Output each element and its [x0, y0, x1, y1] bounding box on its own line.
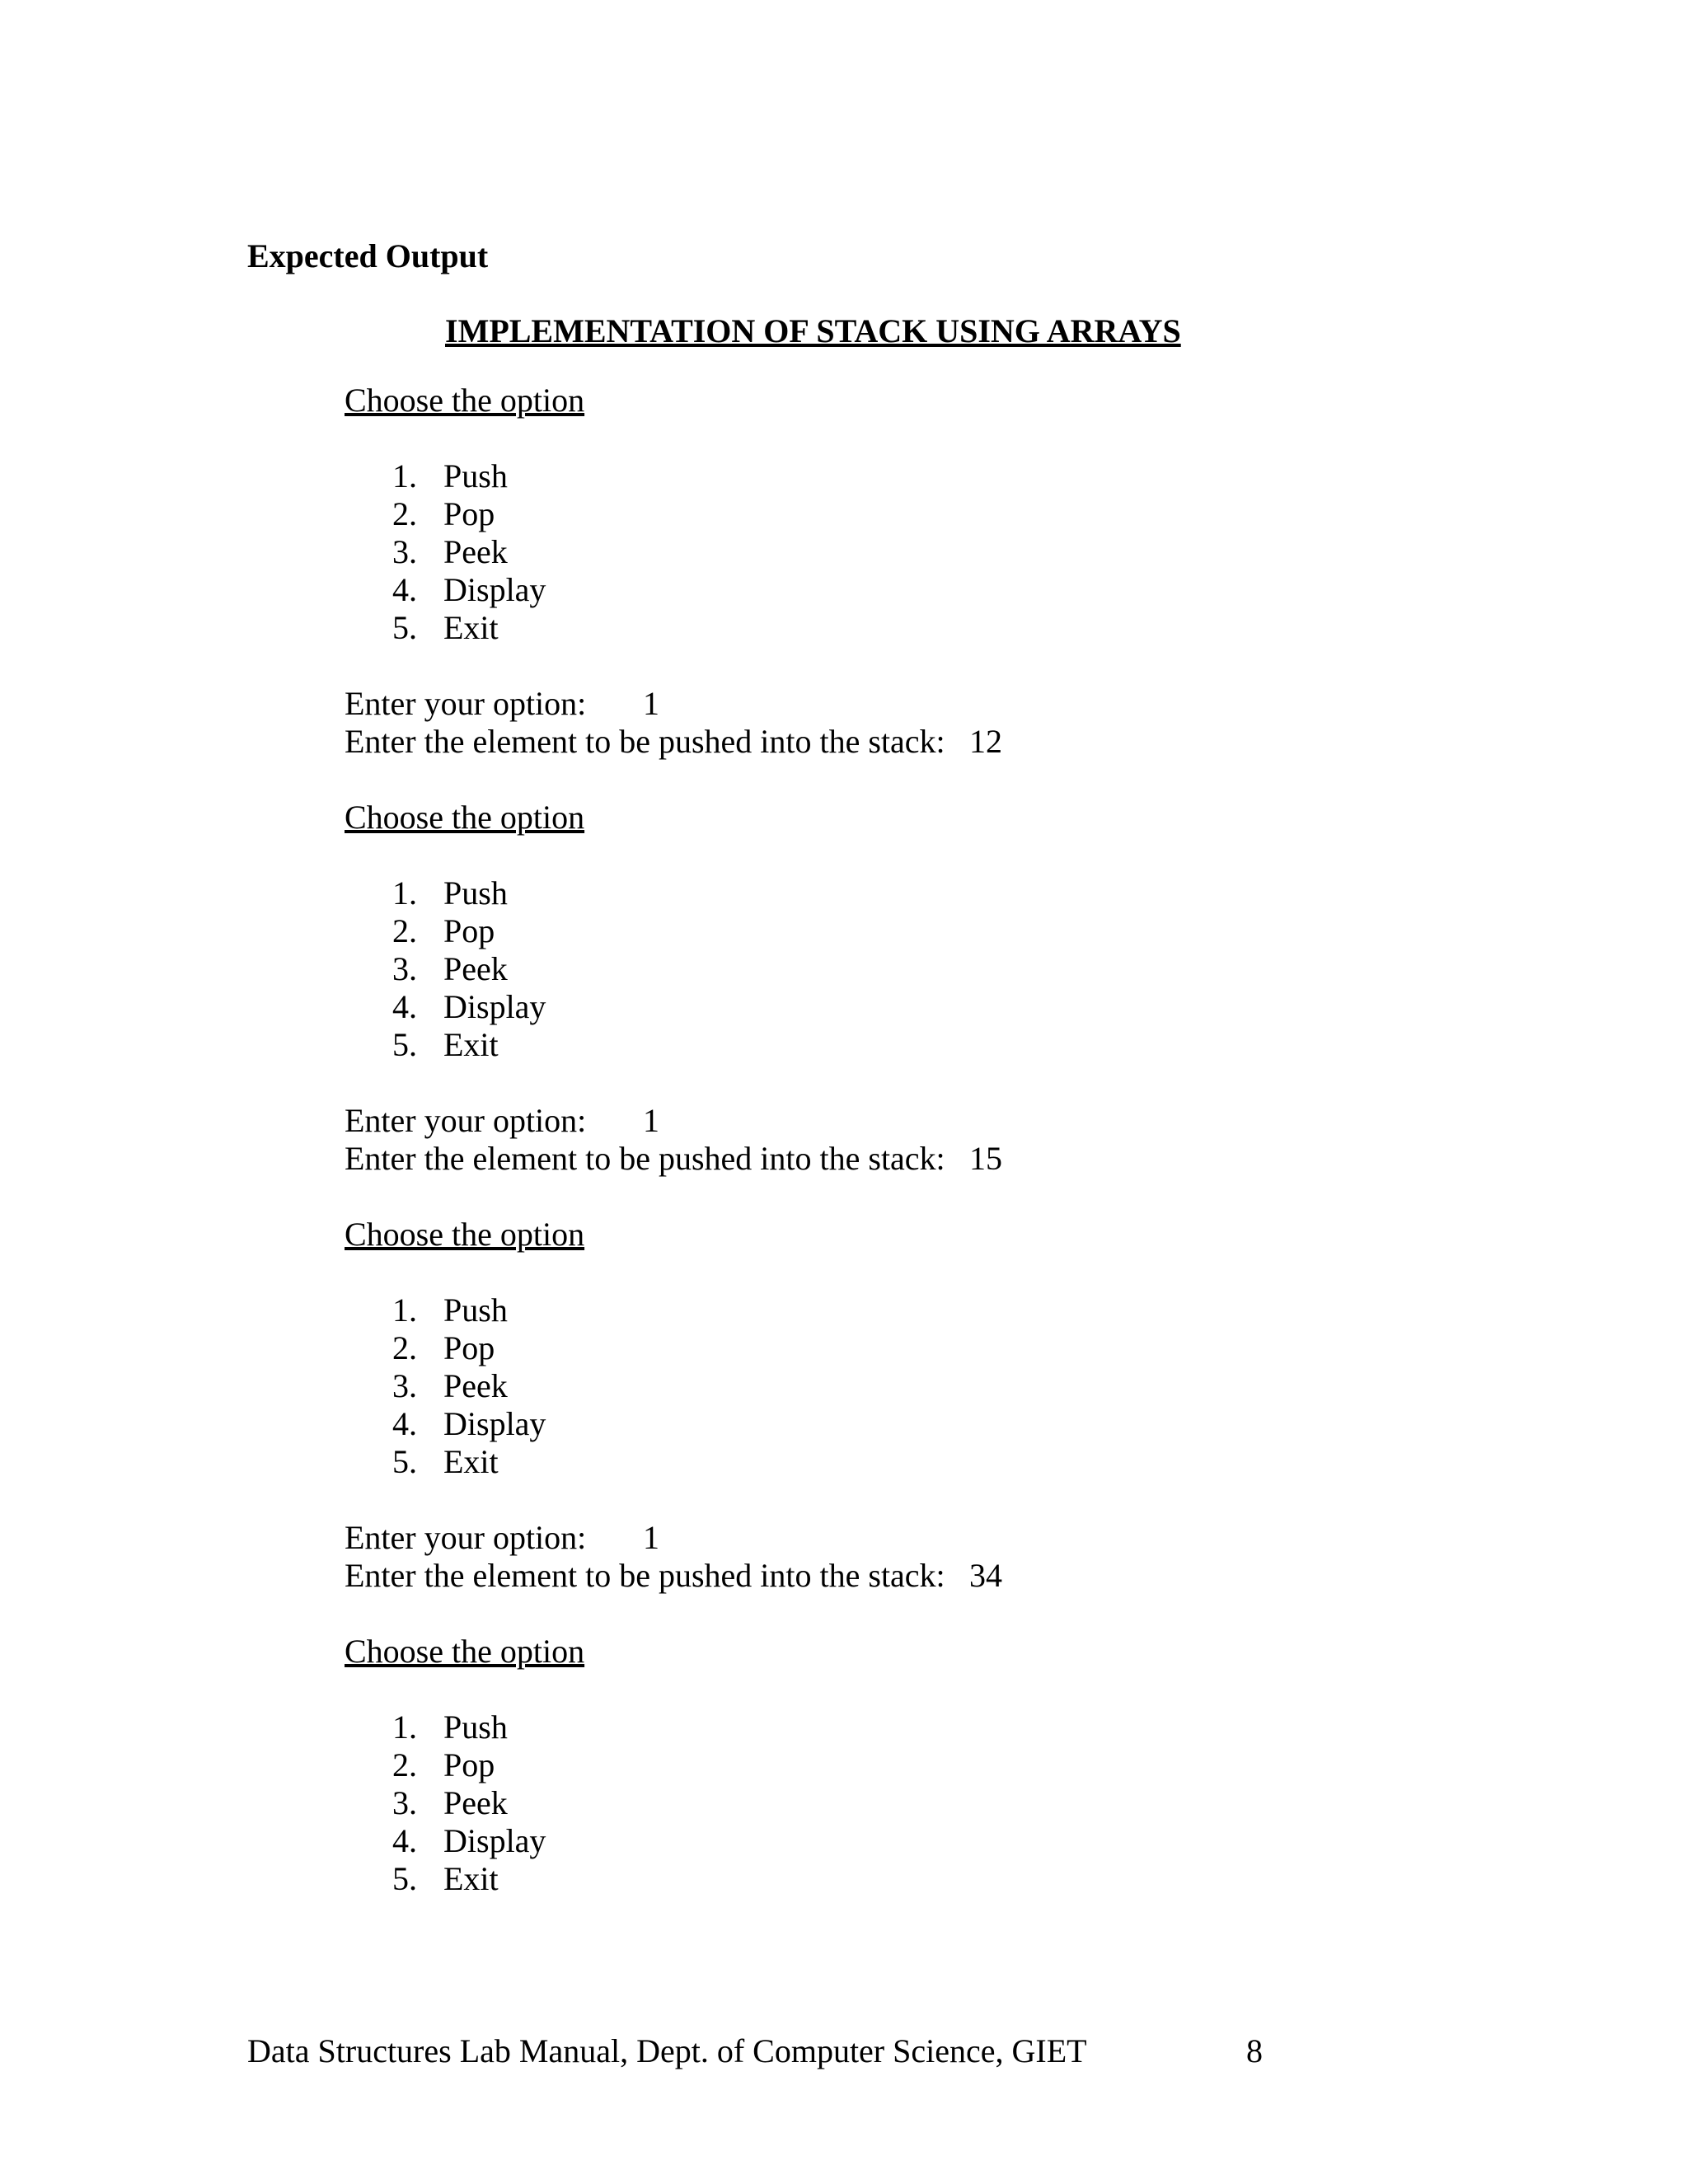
element-entry-label: Enter the element to be pushed into the stack: — [345, 1557, 945, 1594]
menu-item-number: 4. — [392, 1405, 417, 1442]
menu-item-display — [345, 1822, 1498, 1860]
element-entry-value: 15 — [969, 1140, 1002, 1177]
menu-item-number: 2. — [392, 495, 417, 532]
menu-item-display — [345, 988, 1498, 1026]
menu-item-peek — [345, 533, 1498, 571]
menu-item-label: Peek — [443, 533, 508, 570]
menu-item-label: Display — [443, 1822, 546, 1859]
menu-item-label: Peek — [443, 950, 508, 987]
menu-item-number: 5. — [392, 1026, 417, 1063]
menu-item-number: 5. — [392, 1443, 417, 1480]
menu-item-number: 3. — [392, 950, 417, 987]
menu-item-label: Exit — [443, 1443, 499, 1480]
choose-option-prompt: Choose the option — [345, 1633, 585, 1670]
option-menu — [345, 1708, 1498, 1898]
option-entry-value: 1 — [643, 1102, 659, 1139]
menu-item-number: 3. — [392, 533, 417, 570]
menu-item-number: 5. — [392, 609, 417, 646]
option-entry-value: 1 — [643, 1519, 659, 1556]
menu-item-label: Pop — [443, 1329, 495, 1366]
option-entry-line — [345, 685, 1498, 723]
option-entry-label: Enter your option: — [345, 1102, 587, 1139]
page-footer: Data Structures Lab Manual, Dept. of Computer Science, GIET — [247, 2032, 1087, 2069]
menu-item-exit — [345, 1026, 1498, 1064]
menu-item-pop — [345, 1746, 1498, 1784]
option-menu — [345, 457, 1498, 647]
menu-item-number: 4. — [392, 988, 417, 1025]
option-entry-label: Enter your option: — [345, 1519, 587, 1556]
menu-item-number: 1. — [392, 457, 417, 494]
element-entry-value: 34 — [969, 1557, 1002, 1594]
menu-item-pop — [345, 912, 1498, 950]
menu-item-label: Pop — [443, 495, 495, 532]
menu-item-exit — [345, 1860, 1498, 1898]
menu-item-number: 4. — [392, 571, 417, 608]
menu-item-peek — [345, 950, 1498, 988]
menu-item-pop — [345, 1329, 1498, 1367]
menu-item-number: 1. — [392, 1291, 417, 1329]
program-output — [345, 382, 1498, 1936]
menu-item-number: 2. — [392, 912, 417, 949]
menu-item-exit — [345, 609, 1498, 647]
entry-section — [345, 1519, 1498, 1595]
menu-item-label: Display — [443, 988, 546, 1025]
program-title: IMPLEMENTATION OF STACK USING ARRAYS — [445, 312, 1181, 349]
menu-item-label: Exit — [443, 609, 499, 646]
choose-option-prompt: Choose the option — [345, 382, 585, 419]
menu-item-number: 1. — [392, 874, 417, 912]
option-menu — [345, 1291, 1498, 1481]
menu-item-display — [345, 571, 1498, 609]
menu-item-push — [345, 874, 1498, 912]
menu-item-number: 2. — [392, 1746, 417, 1783]
menu-item-push — [345, 1291, 1498, 1329]
option-menu — [345, 874, 1498, 1064]
element-entry-label: Enter the element to be pushed into the stack: — [345, 723, 945, 760]
option-entry-line — [345, 1519, 1498, 1557]
menu-item-exit — [345, 1443, 1498, 1481]
menu-item-label: Pop — [443, 912, 495, 949]
menu-item-number: 3. — [392, 1784, 417, 1821]
menu-item-display — [345, 1405, 1498, 1443]
option-entry-label: Enter your option: — [345, 685, 587, 722]
option-entry-line — [345, 1102, 1498, 1140]
menu-item-label: Push — [443, 874, 508, 912]
menu-item-label: Exit — [443, 1860, 499, 1897]
menu-item-push — [345, 457, 1498, 495]
element-entry-line — [345, 723, 1498, 761]
menu-item-push — [345, 1708, 1498, 1746]
menu-item-number: 4. — [392, 1822, 417, 1859]
element-entry-value: 12 — [969, 723, 1002, 760]
menu-item-label: Display — [443, 1405, 546, 1442]
output-block-4 — [345, 1633, 1498, 1898]
menu-item-number: 5. — [392, 1860, 417, 1897]
menu-item-label: Push — [443, 1291, 508, 1329]
menu-item-number: 2. — [392, 1329, 417, 1366]
menu-item-label: Display — [443, 571, 546, 608]
menu-item-label: Push — [443, 457, 508, 494]
menu-item-label: Peek — [443, 1367, 508, 1404]
output-block-2 — [345, 799, 1498, 1178]
entry-section — [345, 1102, 1498, 1178]
menu-item-label: Peek — [443, 1784, 508, 1821]
menu-item-label: Pop — [443, 1746, 495, 1783]
choose-option-prompt: Choose the option — [345, 799, 585, 836]
menu-item-number: 1. — [392, 1708, 417, 1746]
menu-item-number: 3. — [392, 1367, 417, 1404]
choose-option-prompt: Choose the option — [345, 1216, 585, 1253]
menu-item-pop — [345, 495, 1498, 533]
element-entry-label: Enter the element to be pushed into the stack: — [345, 1140, 945, 1177]
output-block-3 — [345, 1216, 1498, 1595]
section-heading: Expected Output — [247, 237, 489, 274]
menu-item-label: Exit — [443, 1026, 499, 1063]
menu-item-peek — [345, 1367, 1498, 1405]
element-entry-line — [345, 1557, 1498, 1595]
entry-section — [345, 685, 1498, 761]
page-number: 8 — [1246, 2032, 1263, 2069]
output-block-1 — [345, 382, 1498, 761]
menu-item-label: Push — [443, 1708, 508, 1746]
option-entry-value: 1 — [643, 685, 659, 722]
menu-item-peek — [345, 1784, 1498, 1822]
element-entry-line — [345, 1140, 1498, 1178]
